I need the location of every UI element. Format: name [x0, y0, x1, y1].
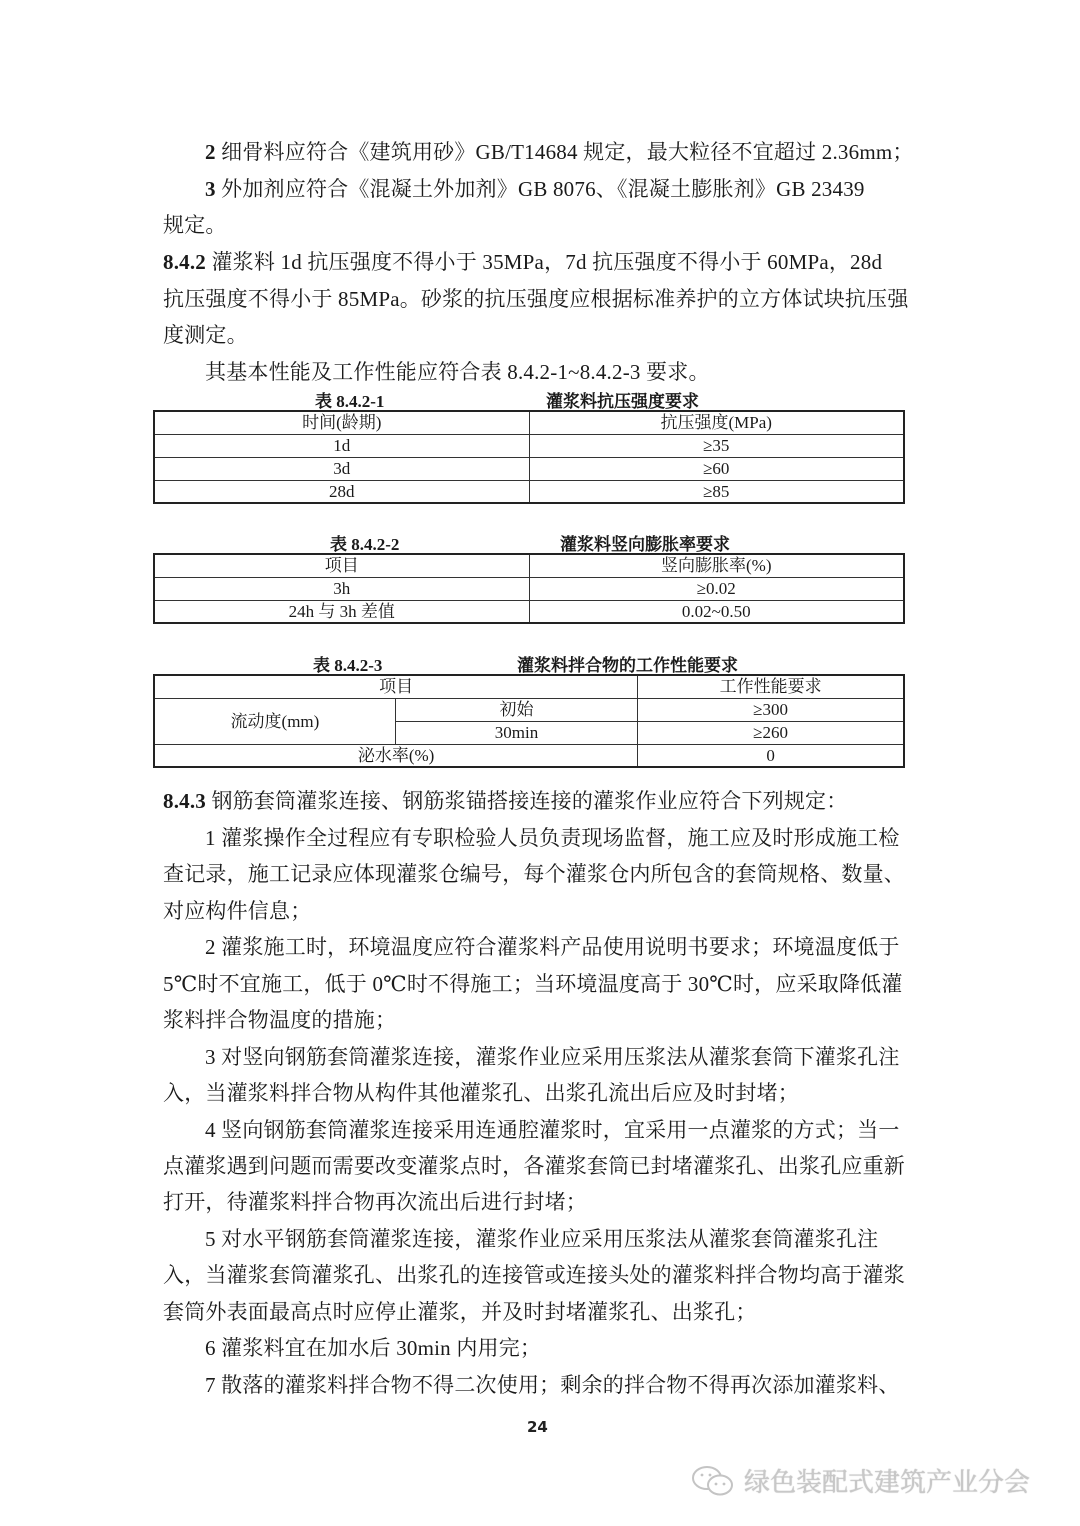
- table-row: [154, 744, 904, 767]
- header-cell: 工作性能要求: [638, 675, 904, 698]
- table-compressive-strength: [153, 410, 905, 504]
- table3-number: 表 8.4.2-3: [313, 656, 383, 675]
- table-cell: ≥60: [529, 457, 904, 480]
- table-cell: ≥35: [529, 434, 904, 457]
- table-vertical-expansion: [153, 553, 905, 624]
- page-number: 24: [527, 1418, 548, 1436]
- table-row: [154, 457, 904, 480]
- item-5-line3: 套筒外表面最高点时应停止灌浆，并及时封堵灌浆孔、出浆孔；: [163, 1300, 757, 1324]
- table-cell: 1d: [154, 434, 529, 457]
- item-1-line2: 查记录，施工记录应体现灌浆仓编号，每个灌浆仓内所包含的套筒规格、数量、: [163, 862, 905, 886]
- header-cell: 竖向膨胀率(%): [529, 554, 904, 577]
- item-2-line2: 5℃时不宜施工，低于 0℃时不得施工；当环境温度高于 30℃时，应采取降低灌: [163, 972, 903, 996]
- table-row: [154, 577, 904, 600]
- header-cell: 抗压强度(MPa): [529, 411, 904, 434]
- table-cell: 0.02~0.50: [529, 600, 904, 623]
- section-8-4-3-title: [163, 786, 847, 816]
- watermark: [690, 1462, 1030, 1499]
- table-cell: ≥85: [529, 480, 904, 503]
- item-2-line1: 2 灌浆施工时，环境温度应符合灌浆料产品使用说明书要求；环境温度低于: [205, 935, 900, 959]
- item-number: 3: [205, 177, 216, 201]
- table-cell: 泌水率(%): [154, 744, 638, 767]
- table1-number: 表 8.4.2-1: [315, 392, 385, 411]
- section-number: 8.4.2: [163, 250, 206, 274]
- paragraph-text: 细骨料应符合《建筑用砂》GB/T14684 规定，最大粒径不宜超过 2.36mm；: [215, 140, 914, 164]
- section-number: 8.4.3: [163, 789, 206, 813]
- item-number: 2: [205, 140, 216, 164]
- item-4-line2: 点灌浆遇到问题而需要改变灌浆点时，各灌浆套筒已封堵灌浆孔、出浆孔应重新: [163, 1154, 905, 1178]
- section-8-4-2-line1: [163, 247, 882, 277]
- table-cell: 0: [638, 744, 904, 767]
- table-header-row: [154, 554, 904, 577]
- table3-title: 灌浆料拌合物的工作性能要求: [517, 656, 738, 675]
- table-cell-group: 流动度(mm): [154, 698, 395, 744]
- header-cell: 时间(龄期): [154, 411, 529, 434]
- table-cell: ≥300: [638, 698, 904, 721]
- table-cell: ≥0.02: [529, 577, 904, 600]
- table-cell: 3d: [154, 457, 529, 480]
- item-3-line2: 入，当灌浆料拌合物从构件其他灌浆孔、出浆孔流出后应及时封堵；: [163, 1081, 799, 1105]
- item-7-line1: 7 散落的灌浆料拌合物不得二次使用；剩余的拌合物不得再次添加灌浆料、: [205, 1373, 900, 1397]
- section-8-4-2-line4: 其基本性能及工作性能应符合表 8.4.2-1~8.4.2-3 要求。: [205, 360, 710, 384]
- section-8-4-2-line2: 抗压强度不得小于 85MPa。砂浆的抗压强度应根据标准养护的立方体试块抗压强: [163, 287, 909, 311]
- item-3-line1: 3 对竖向钢筋套筒灌浆连接，灌浆作业应采用压浆法从灌浆套筒下灌浆孔注: [205, 1045, 900, 1069]
- item-1-line3: 对应构件信息；: [163, 899, 312, 923]
- paragraph-text: 外加剂应符合《混凝土外加剂》GB 8076、《混凝土膨胀剂》GB 23439: [215, 177, 865, 201]
- header-cell: 项目: [154, 675, 638, 698]
- table-row: [154, 480, 904, 503]
- table-cell: 初始: [395, 698, 637, 721]
- table1-title: 灌浆料抗压强度要求: [546, 392, 699, 411]
- item-5-line2: 入，当灌浆套筒灌浆孔、出浆孔的连接管或连接头处的灌浆料拌合物均高于灌浆: [163, 1263, 905, 1287]
- table-cell: 3h: [154, 577, 529, 600]
- item-5-line1: 5 对水平钢筋套筒灌浆连接，灌浆作业应采用压浆法从灌浆套筒灌浆孔注: [205, 1227, 879, 1251]
- table2-title: 灌浆料竖向膨胀率要求: [560, 535, 730, 554]
- wechat-icon: [690, 1464, 736, 1498]
- paragraph-admixture: [205, 174, 865, 204]
- item-4-line3: 打开，待灌浆料拌合物再次流出后进行封堵；: [163, 1190, 587, 1214]
- table-working-performance: [153, 674, 905, 768]
- item-6-line1: 6 灌浆料宜在加水后 30min 内用完；: [205, 1336, 542, 1360]
- table-cell: 30min: [395, 721, 637, 744]
- section-8-4-2-line3: 度测定。: [163, 323, 248, 347]
- table-cell: 28d: [154, 480, 529, 503]
- item-1-line1: 1 灌浆操作全过程应有专职检验人员负责现场监督，施工应及时形成施工检: [205, 826, 900, 850]
- table-header-row: [154, 675, 904, 698]
- item-4-line1: 4 竖向钢筋套筒灌浆连接采用连通腔灌浆时，宜采用一点灌浆的方式；当一: [205, 1118, 900, 1142]
- table2-number: 表 8.4.2-2: [330, 535, 400, 554]
- watermark-text: 绿色装配式建筑产业分会: [744, 1468, 1031, 1498]
- paragraph-fine-aggregate: [205, 137, 914, 167]
- section-text: 灌浆料 1d 抗压强度不得小于 35MPa，7d 抗压强度不得小于 60MPa，28d: [206, 250, 883, 274]
- header-cell: 项目: [154, 554, 529, 577]
- table-header-row: [154, 411, 904, 434]
- section-text: 钢筋套筒灌浆连接、钢筋浆锚搭接连接的灌浆作业应符合下列规定：: [206, 789, 848, 813]
- table-row: [154, 698, 904, 721]
- paragraph-admixture-cont: 规定。: [163, 213, 227, 237]
- table-row: [154, 600, 904, 623]
- table-cell: 24h 与 3h 差值: [154, 600, 529, 623]
- table-cell: ≥260: [638, 721, 904, 744]
- item-2-line3: 浆料拌合物温度的措施；: [163, 1008, 397, 1032]
- table-row: [154, 434, 904, 457]
